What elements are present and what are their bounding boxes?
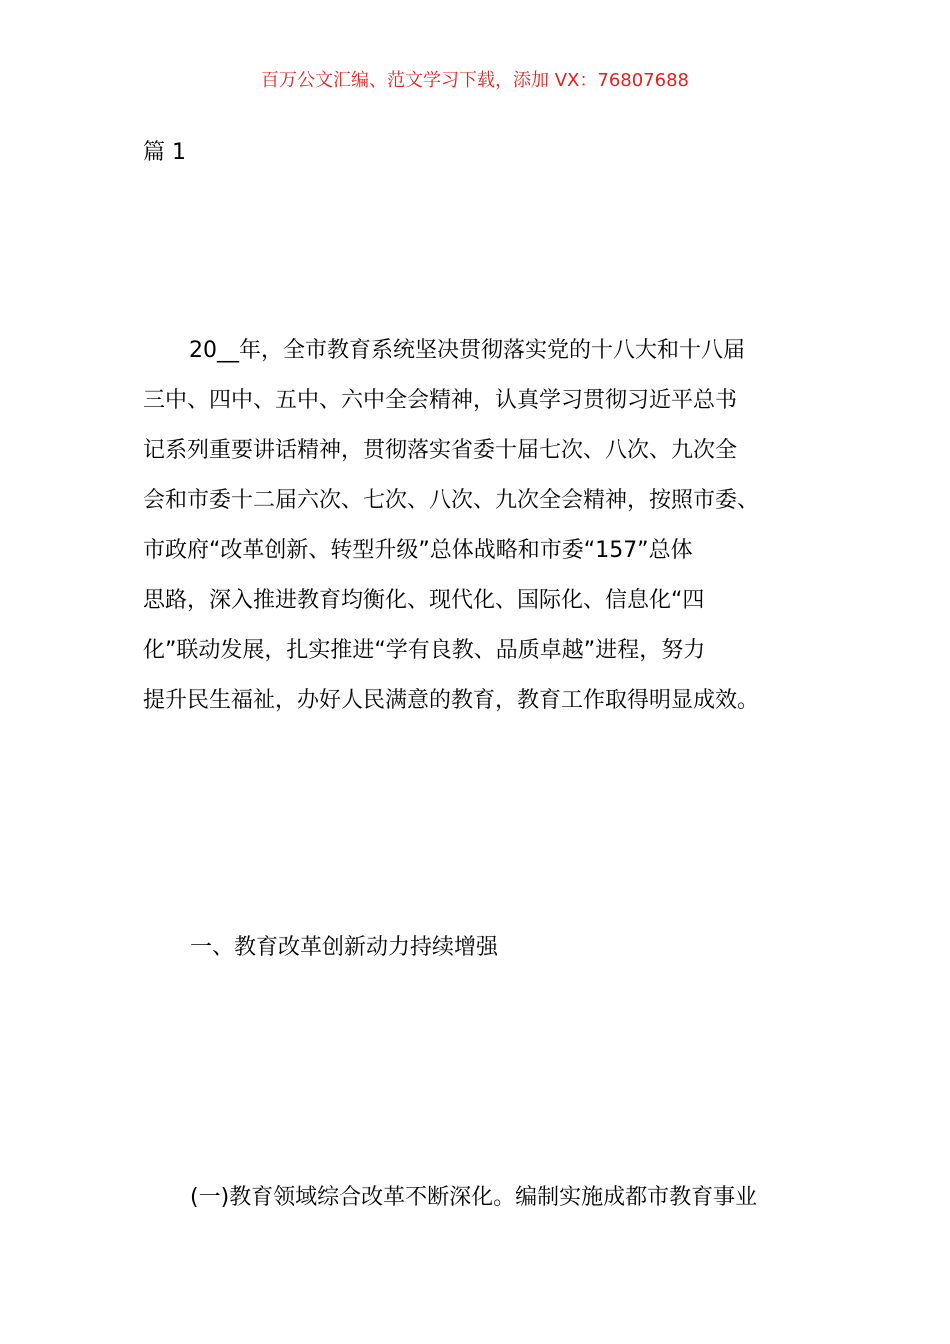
paragraph-line: 记系列重要讲话精神，贯彻落实省委十届七次、八次、九次全 [143, 438, 738, 463]
paragraph-line: 思路，深入推进教育均衡化、现代化、国际化、信息化“四 [143, 588, 705, 613]
subsection-paragraph: (一)教育领域综合改革不断深化。编制实施成都市教育事业 [190, 1185, 758, 1210]
paragraph-line: 提升民生福祉，办好人民满意的教育，教育工作取得明显成效。 [143, 688, 760, 713]
paragraph-line: 化”联动发展，扎实推进“学有良教、品质卓越”进程，努力 [143, 638, 706, 663]
section-label: 篇 1 [143, 140, 186, 165]
intro-paragraph [143, 326, 823, 726]
paragraph-line: 20__年，全市教育系统坚决贯彻落实党的十八大和十八届 [189, 338, 745, 363]
paragraph-line: 三中、四中、五中、六中全会精神，认真学习贯彻习近平总书 [143, 388, 738, 413]
paragraph-line: 市政府“改革创新、转型升级”总体战略和市委“157”总体 [143, 538, 693, 563]
section-heading: 一、教育改革创新动力持续增强 [190, 935, 499, 960]
header-watermark-text: 百万公文汇编、范文学习下载，添加 VX：76807688 [261, 70, 689, 91]
paragraph-line: 会和市委十二届六次、七次、八次、九次全会精神，按照市委、 [143, 488, 760, 513]
